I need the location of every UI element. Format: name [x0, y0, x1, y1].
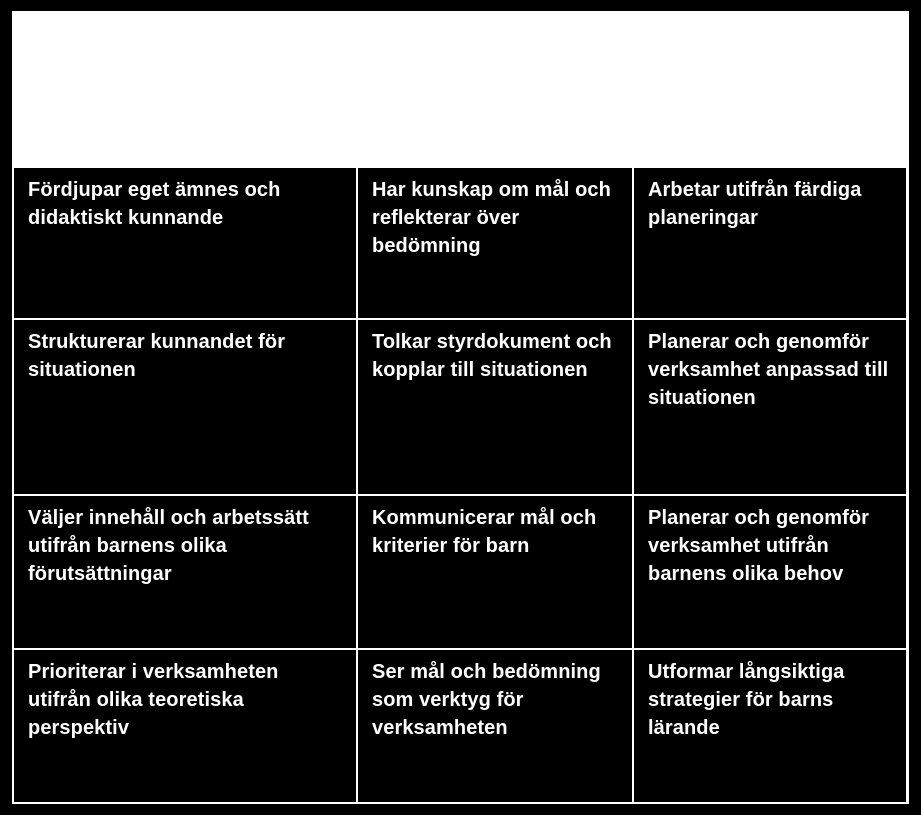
table-cell: Har kunskap om mål och reflekterar över bedömning — [358, 168, 632, 318]
table-cell: Prioriterar i verksamheten utifrån olika teoretiska perspektiv — [14, 650, 356, 802]
header-panel — [12, 11, 909, 166]
table-cell: Fördjupar eget ämnes och didaktiskt kunnande — [14, 168, 356, 318]
table-cell: Väljer innehåll och arbetssätt utifrån barnens olika förutsättningar — [14, 496, 356, 648]
table-cell: Arbetar utifrån färdiga planeringar — [634, 168, 906, 318]
table-cell: Planerar och genomför verksamhet utifrån barnens olika behov — [634, 496, 906, 648]
table-cell: Tolkar styrdokument och kopplar till situationen — [358, 320, 632, 494]
competence-table — [12, 166, 909, 804]
table-cell: Planerar och genomför verksamhet anpassad till situationen — [634, 320, 906, 494]
table-cell: Kommunicerar mål och kriterier för barn — [358, 496, 632, 648]
table-cell: Ser mål och bedömning som verktyg för verksamheten — [358, 650, 632, 802]
table-cell: Utformar långsiktiga strategier för barns lärande — [634, 650, 906, 802]
table-cell: Strukturerar kunnandet för situationen — [14, 320, 356, 494]
